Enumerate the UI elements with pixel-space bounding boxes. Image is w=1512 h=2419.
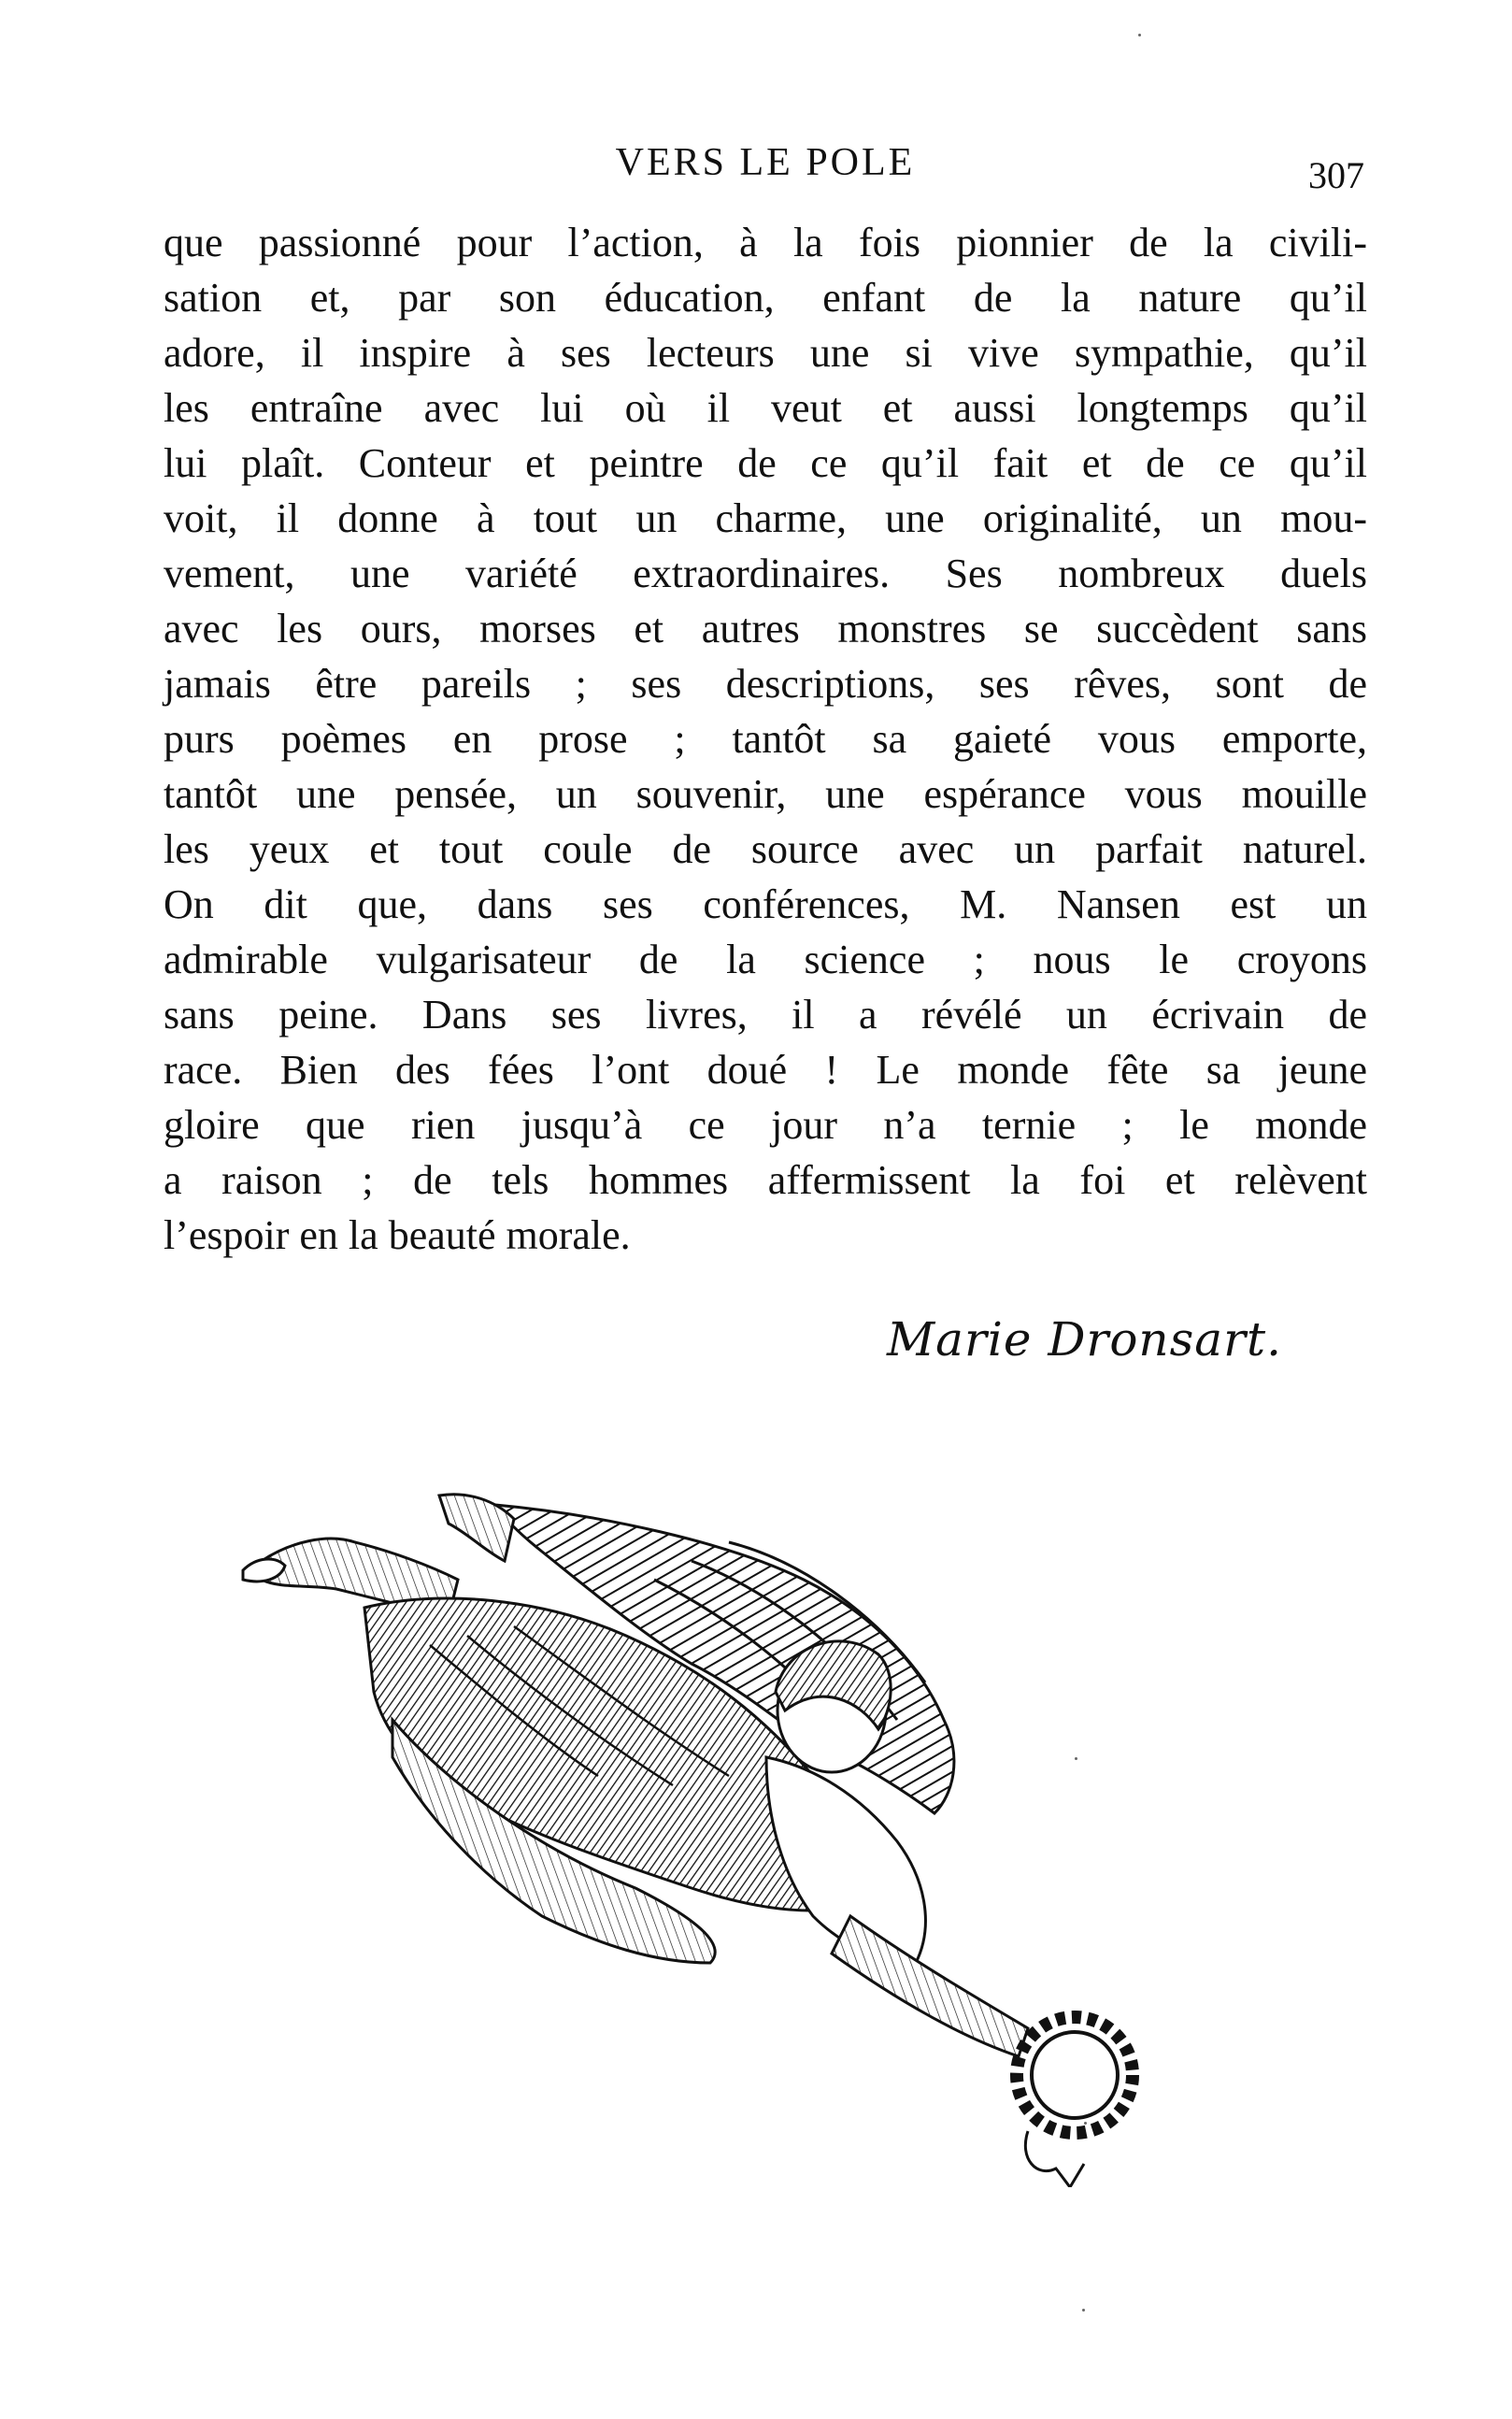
text-line: les yeux et tout coule de source avec un parfait naturel. [164, 826, 1367, 872]
page-number: 307 [1308, 154, 1364, 196]
text-line: tantôt une pensée, un souvenir, une espérance vous mouille [164, 771, 1367, 817]
text-line: l’espoir en la beauté morale. [164, 1212, 631, 1258]
laurel-wreath [1017, 2017, 1133, 2133]
text-line: que passionné pour l’action, à la fois pionnier de la civili- [164, 220, 1367, 265]
text-line: jamais être pareils ; ses descriptions, ses rêves, sont de [164, 661, 1367, 707]
text-line: purs poèmes en prose ; tantôt sa gaieté vous emporte, [164, 716, 1367, 762]
running-head [166, 140, 1364, 196]
text-line: On dit que, dans ses conférences, M. Nansen est un [164, 881, 1367, 927]
text-line: admirable vulgarisateur de la science ; nous le croyons [164, 937, 1367, 982]
text-line: race. Bien des fées l’ont doué ! Le monde fête sa jeune [164, 1047, 1367, 1093]
text-line: lui plaît. Conteur et peintre de ce qu’il fait et de ce qu’il [164, 440, 1367, 486]
text-line: sans peine. Dans ses livres, il a révélé un écrivain de [164, 992, 1367, 1038]
text-line: avec les ours, morses et autres monstres se succèdent sans [164, 606, 1367, 651]
author-signature: Marie Dronsart. [886, 1312, 1282, 1367]
flying-angel-with-wreath-icon [206, 1477, 1290, 2187]
angel-arm [832, 1916, 1028, 2056]
text-line: a raison ; de tels hommes affermissent la foi et relèvent [164, 1157, 1367, 1203]
text-line: vement, une variété extraordinaires. Ses nombreux duels [164, 551, 1367, 596]
text-line: gloire que rien jusqu’à ce jour n’a ternie ; le monde [164, 1102, 1367, 1148]
text-line: adore, il inspire à ses lecteurs une si vive sympathie, qu’il [164, 330, 1367, 376]
text-line: voit, il donne à tout un charme, une originalité, un mou- [164, 495, 1367, 541]
body-paragraph [164, 215, 1367, 1263]
text-line: sation et, par son éducation, enfant de la nature qu’il [164, 275, 1367, 321]
text-line: les entraîne avec lui où il veut et aussi longtemps qu’il [164, 385, 1367, 431]
running-title: VERS LE POLE [615, 141, 916, 184]
